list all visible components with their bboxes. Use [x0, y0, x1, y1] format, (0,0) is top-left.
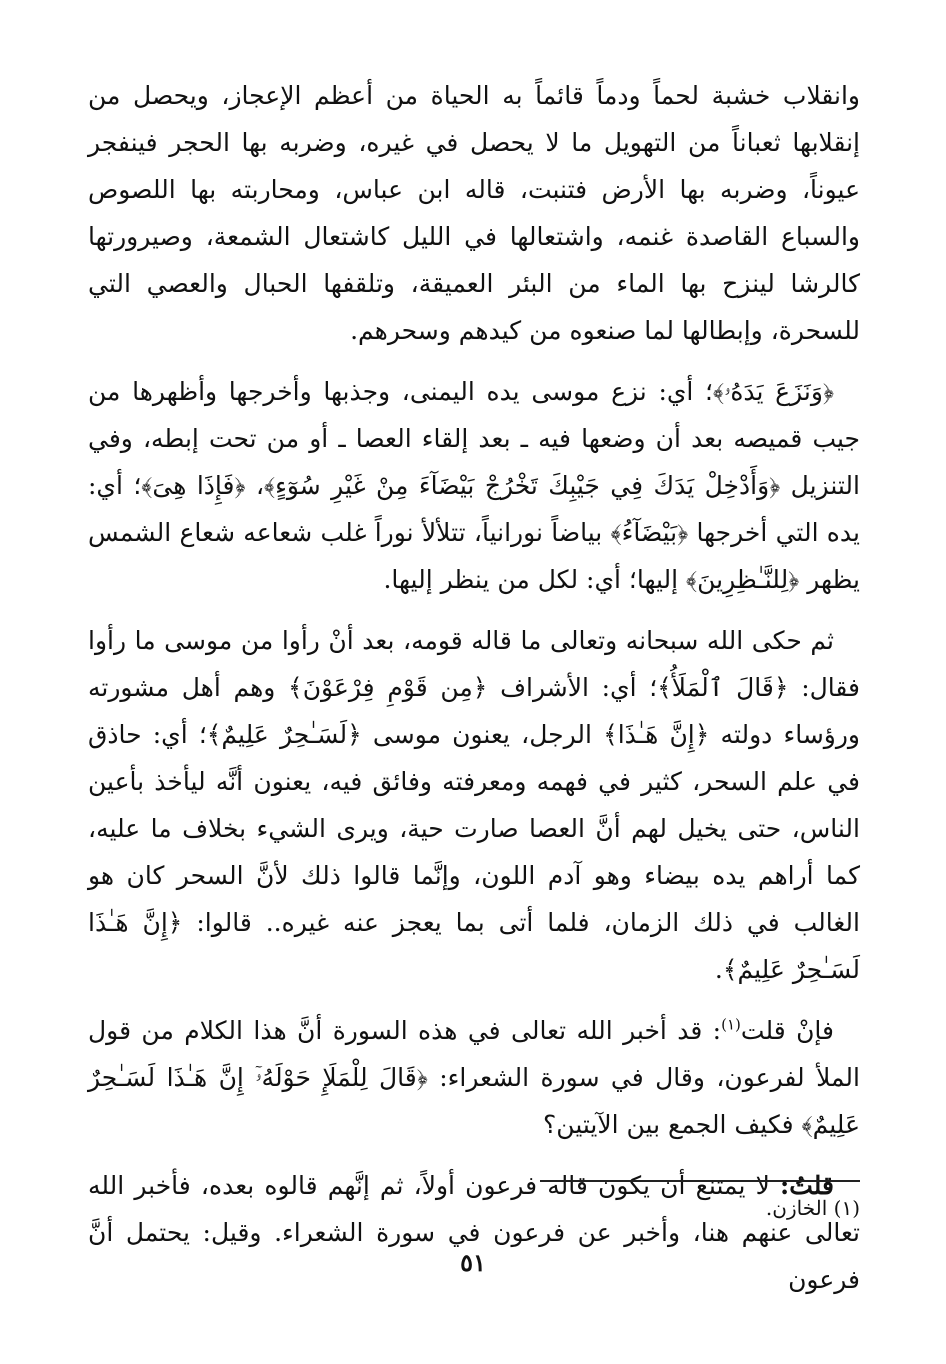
paragraph-1-text: وانقلاب خشبة لحماً ودماً قائماً به الحياة من أعظم الإعجاز، ويحصل من إنقلابها ثعباناً من التهويل ما لا يحصل في غيره، وضربه بها الحجر فينفجر عيوناً، وضربه بها الأرض فتنبت، قاله ابن عباس، ومحاربته بها اللصوص والسباع القاصدة غنمه، واشتعالها في الليل كاشتعال الشمعة، وصيرورتها كالرشا لينزح بها الماء من البئر العميقة، وتلقفها الحبال والعصي التي للسحرة، وإبطالها لما صنعوه من كيدهم وسحرهم. [88, 81, 860, 345]
footnote-divider [540, 1180, 860, 1182]
page-number: ٥١ [460, 1248, 486, 1277]
paragraph-2-text: ﴿وَنَزَعَ يَدَهُۥ﴾؛ أي: نزع موسى يده اليمنى، وجذبها وأخرجها وأظهرها من جيب قميصه بعد أن وضعها فيه ـ بعد إلقاء العصا ـ أو من تحت إبطه، وفي التنزيل ﴿وَأَدْخِلْ يَدَكَ فِي جَيْبِكَ تَخْرُجْ بَيْضَآءَ مِنْ غَيْرِ سُوٓءٍ﴾، ﴿فَإِذَا هِىَ﴾؛ أي: يده التي أخرجها ﴿بَيْضَآءُ﴾ بياضاً نورانياً، تتلألأ نوراً غلب شعاعه شعاع الشمس يظهر ﴿لِلنَّـٰظِرِينَ﴾ إليها؛ أي: لكل من ينظر إليها. [88, 377, 860, 594]
page-body [88, 72, 860, 1303]
paragraph-5-lead: قلتُ: [779, 1171, 834, 1200]
paragraph-4-text: فإنْ قلت [740, 1016, 834, 1045]
footnote: (١) الخازن. [765, 1196, 860, 1220]
paragraph-4 [88, 1007, 860, 1148]
footnote-marker: (١) [721, 1015, 741, 1034]
paragraph-2 [88, 368, 860, 603]
paragraph-3-text: ثم حكى الله سبحانه وتعالى ما قاله قومه، بعد أنْ رأوا من موسى ما رأوا فقال: ﴿قَالَ ٱلْمَلَأُ﴾؛ أي: الأشراف ﴿مِن قَوْمِ فِرْعَوْنَ﴾ وهم أهل مشورته ورؤساء دولته ﴿إِنَّ هَـٰذَا﴾ الرجل، يعنون موسى ﴿لَسَـٰحِرٌ عَلِيمٌ﴾؛ أي: حاذق في علم السحر، كثير في فهمه ومعرفته وفائق فيه، يعنون أنَّه ليأخذ بأعين الناس، حتى يخيل لهم أنَّ العصا صارت حية، ويرى الشيء بخلاف ما عليه، كما أراهم يده بيضاء وهو آدم اللون، وإنَّما قالوا ذلك لأنَّ السحر كان هو الغالب في ذلك الزمان، فلما أتى بما يعجز عنه غيره.. قالوا: ﴿إِنَّ هَـٰذَا لَسَـٰحِرٌ عَلِيمٌ﴾. [88, 626, 860, 984]
paragraph-5 [88, 1162, 860, 1303]
paragraph-4-rest: : قد أخبر الله تعالى في هذه السورة أنَّ هذا الكلام من قول الملأ لفرعون، وقال في سورة الشعراء: ﴿قَالَ لِلْمَلَإِ حَوْلَهُۥٓ إِنَّ هَـٰذَا لَسَـٰحِرٌ عَلِيمٌ﴾ فكيف الجمع بين الآيتين؟ [88, 1016, 860, 1139]
paragraph-1 [88, 72, 860, 354]
paragraph-3 [88, 617, 860, 993]
paragraph-5-text: لا يمتنع أن يكون قاله فرعون أولاً، ثم إنَّهم قالوه بعده، فأخبر الله تعالى عنهم هنا، وأخبر عن فرعون في سورة الشعراء. وقيل: يحتمل أنَّ فرعون [88, 1171, 860, 1294]
